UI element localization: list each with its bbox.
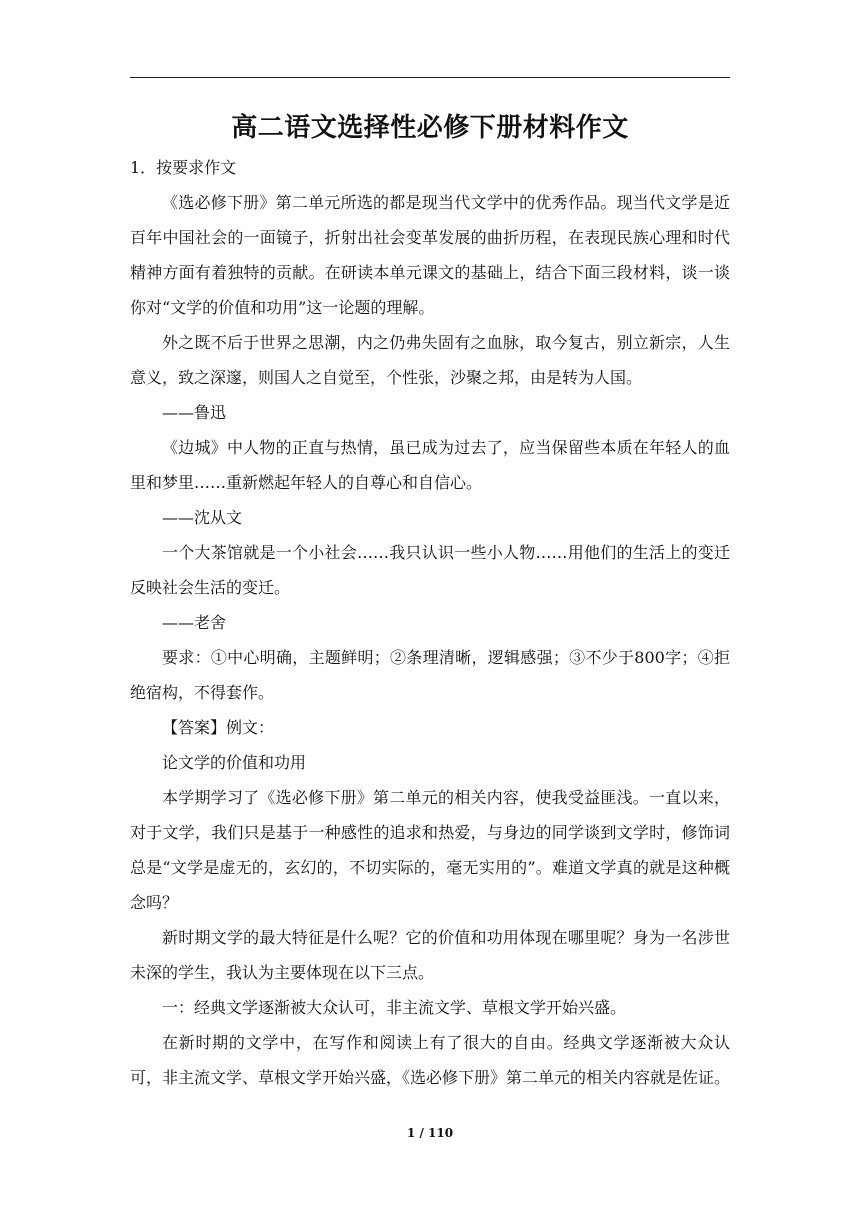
paragraph: 1．按要求作文 (130, 158, 237, 177)
document-title: 高二语文选择性必修下册材料作文 (231, 113, 629, 143)
page-number: 1 / 110 (406, 1126, 454, 1140)
paragraph: 《边城》中人物的正直与热情，虽已成为过去了，应当保留些本质在年轻人的血里和梦里……重新燃起年轻人的自尊心和自信心。 (130, 438, 730, 492)
quote-attribution: ——鲁迅 (162, 403, 227, 422)
answer-label: 【答案】例文： (162, 718, 275, 737)
paragraph: 一个大茶馆就是一个小社会……我只认识一些小人物……用他们的生活上的变迁反映社会生活的变迁。 (130, 543, 730, 597)
essay-title: 论文学的价值和功用 (162, 753, 307, 772)
quote-attribution: ——老舍 (162, 613, 227, 632)
paragraph: 在新时期的文学中，在写作和阅读上有了很大的自由。经典文学逐渐被大众认可，非主流文学、草根文学开始兴盛，《选必修下册》第二单元的相关内容就是佐证。 (130, 1033, 731, 1087)
paragraph: 一：经典文学逐渐被大众认可，非主流文学、草根文学开始兴盛。 (162, 998, 627, 1017)
paragraph: 要求：①中心明确，主题鲜明；②条理清晰，逻辑感强；③不少于800字；④拒绝宿构，不得套作。 (130, 648, 730, 702)
document-body (130, 150, 730, 1095)
paragraph: 外之既不后于世界之思潮，内之仍弗失固有之血脉，取今复古，别立新宗，人生意义，致之深邃，则国人之自觉至，个性张，沙聚之邦，由是转为人国。 (130, 333, 730, 387)
header-rule (130, 77, 730, 78)
quote-attribution: ——沈从文 (162, 508, 243, 527)
paragraph: 新时期文学的最大特征是什么呢？它的价值和功用体现在哪里呢？身为一名涉世未深的学生，我认为主要体现在以下三点。 (130, 928, 730, 982)
paragraph: 本学期学习了《选必修下册》第二单元的相关内容，使我受益匪浅。一直以来，对于文学，我们只是基于一种感性的追求和热爱，与身边的同学谈到文学时，修饰词总是“文学是虚无的，玄幻的，不切实际的，毫无实用的”。难道文学真的就是这种概念吗？ (130, 788, 730, 912)
paragraph: 《选必修下册》第二单元所选的都是现当代文学中的优秀作品。现当代文学是近百年中国社会的一面镜子，折射出社会变革发展的曲折历程，在表现民族心理和时代精神方面有着独特的贡献。在研读本单元课文的基础上，结合下面三段材料，谈一谈你对“文学的价值和功用”这一论题的理解。 (130, 193, 730, 317)
